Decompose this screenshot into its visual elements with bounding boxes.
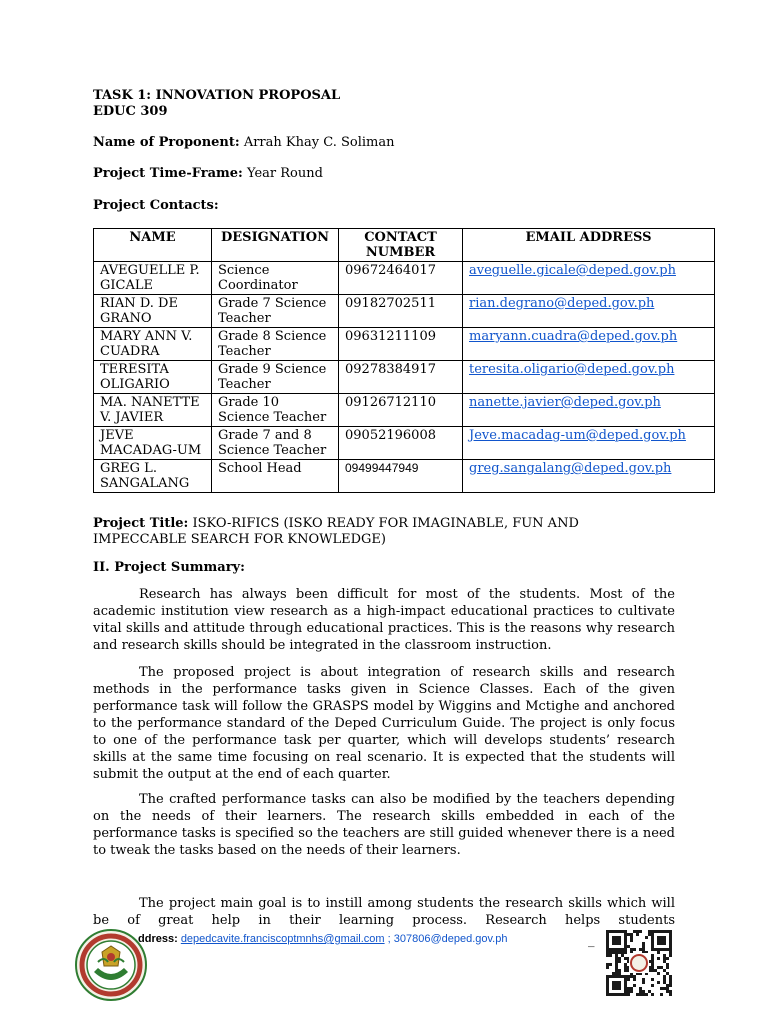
contact-name: JEVE MACADAG-UM (94, 427, 212, 460)
contact-designation: Grade 10 Science Teacher (212, 394, 339, 427)
contact-number: 09672464017 (339, 262, 463, 295)
contacts-heading: Project Contacts: (93, 198, 219, 213)
contact-email-link[interactable]: aveguelle.gicale@deped.gov.ph (469, 263, 676, 278)
contact-email-cell (463, 394, 715, 427)
contacts-table (93, 228, 715, 493)
proponent-label: Name of Proponent: (93, 135, 240, 150)
contact-email-cell (463, 295, 715, 328)
contact-designation: Grade 7 Science Teacher (212, 295, 339, 328)
contact-name: RIAN D. DE GRANO (94, 295, 212, 328)
contact-name: AVEGUELLE P. GICALE (94, 262, 212, 295)
contact-name: MA. NANETTE V. JAVIER (94, 394, 212, 427)
timeframe-value: Year Round (247, 166, 323, 181)
contact-number: 09278384917 (339, 361, 463, 394)
table-row (94, 262, 715, 295)
contact-number: 09052196008 (339, 427, 463, 460)
column-header-designation: DESIGNATION (212, 229, 339, 262)
contact-number: 09126712110 (339, 394, 463, 427)
table-header-row (94, 229, 715, 262)
contact-designation: Grade 8 Science Teacher (212, 328, 339, 361)
contact-email-link[interactable]: rian.degrano@deped.gov.ph (469, 296, 655, 311)
project-title-label: Project Title: (93, 516, 189, 531)
task-title: TASK 1: INNOVATION PROPOSAL (93, 88, 341, 103)
timeframe-line (93, 166, 323, 182)
contact-number: 09631211109 (339, 328, 463, 361)
table-row (94, 427, 715, 460)
contact-email-cell (463, 361, 715, 394)
contact-email-link[interactable]: nanette.javier@deped.gov.ph (469, 395, 661, 410)
contact-name: GREG L. SANGALANG (94, 460, 212, 493)
column-header-email: EMAIL ADDRESS (463, 229, 715, 262)
contact-designation: Science Coordinator (212, 262, 339, 295)
column-header-name: NAME (94, 229, 212, 262)
school-seal-logo (74, 928, 148, 1002)
footer-separator: ; (384, 933, 394, 945)
contact-email-link[interactable]: Jeve.macadag-um@deped.gov.ph (469, 428, 686, 443)
contact-email-cell (463, 328, 715, 361)
summary-paragraph-4: The project main goal is to instill among students the research skills which will be of great help in their learning process. Research helps students (93, 896, 675, 928)
contact-number: 09499447949 (339, 460, 463, 493)
contact-email-link[interactable]: greg.sangalang@deped.gov.ph (469, 461, 672, 476)
proponent-line (93, 135, 394, 151)
qr-code-icon (606, 930, 672, 996)
table-row (94, 361, 715, 394)
course-code: EDUC 309 (93, 104, 168, 119)
footer-label: ddress: (138, 933, 178, 945)
proponent-value: Arrah Khay C. Soliman (243, 135, 395, 150)
contact-email-cell (463, 262, 715, 295)
contact-name: TERESITA OLIGARIO (94, 361, 212, 394)
table-row (94, 394, 715, 427)
contact-designation: School Head (212, 460, 339, 493)
contact-email-cell (463, 460, 715, 493)
table-row (94, 295, 715, 328)
footer-dash: _ (588, 933, 595, 948)
summary-paragraph-3: The crafted performance tasks can also be modified by the teachers depending on the needs of their learners. The research skills embedded in each of the performance tasks is specified so the teachers are still guided whenever there is a need to tweak the tasks based on the needs of their learners. (93, 792, 675, 858)
contact-number: 09182702511 (339, 295, 463, 328)
summary-heading: II. Project Summary: (93, 560, 245, 575)
project-title-value: ISKO-RIFICS (ISKO READY FOR IMAGINABLE, FUN AND IMPECCABLE SEARCH FOR KNOWLEDGE) (93, 516, 579, 547)
contact-email-link[interactable]: maryann.cuadra@deped.gov.ph (469, 329, 678, 344)
contact-designation: Grade 7 and 8 Science Teacher (212, 427, 339, 460)
contact-name: MARY ANN V. CUADRA (94, 328, 212, 361)
footer-email-2[interactable]: 307806@deped.gov.ph (393, 933, 508, 945)
footer-email-1[interactable]: depedcavite.franciscoptmnhs@gmail.com (180, 933, 385, 945)
table-row (94, 328, 715, 361)
contact-email-link[interactable]: teresita.oligario@deped.gov.ph (469, 362, 675, 377)
contact-email-cell (463, 427, 715, 460)
summary-paragraph-1: Research has always been difficult for most of the students. Most of the academic institution view research as a high-impact educational practices to cultivate vital skills and attitude through educational practices. This is the reasons why research and research skills should be integrated in the classroom instruction. (93, 587, 675, 653)
project-title (93, 516, 675, 548)
table-row (94, 460, 715, 493)
summary-paragraph-2: The proposed project is about integration of research skills and research methods in the performance tasks given in Science Classes. Each of the given performance task will follow the GRASPS model by Wiggins and Mctighe and anchored to the performance standard of the Deped Curriculum Guide. The project is only focus to one of the performance task per quarter, which will develops students’ research skills at the same time focusing on real scenario. It is expected that the students will submit the output at the end of each quarter. (93, 665, 675, 782)
contact-designation: Grade 9 Science Teacher (212, 361, 339, 394)
column-header-contact-number: CONTACT NUMBER (339, 229, 463, 262)
timeframe-label: Project Time-Frame: (93, 166, 243, 181)
footer-address (138, 933, 507, 945)
